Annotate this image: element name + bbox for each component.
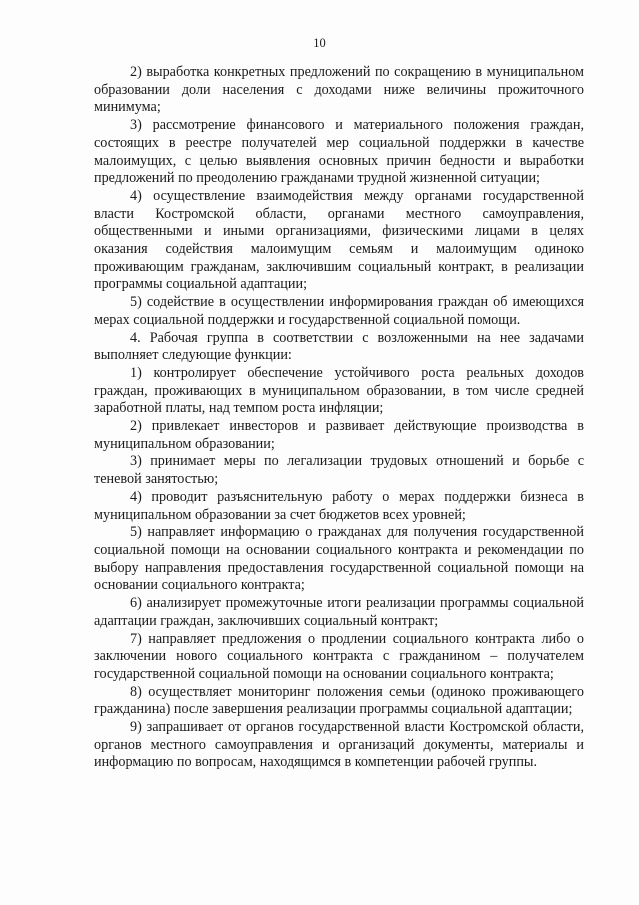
page-number: 10 — [313, 36, 326, 50]
paragraph-function-5: 5) направляет информацию о гражданах для получения государственной социальной помощи на основании социального контракта и рекомендации по выбору направления предоставления государственной социальной помощи на основании социального контракта; — [94, 524, 584, 594]
paragraph-section-4-intro: 4. Рабочая группа в соответствии с возложенными на нее задачами выполняет следующие функции: — [94, 329, 584, 364]
paragraph-function-1: 1) контролирует обеспечение устойчивого роста реальных доходов граждан, проживающих в муниципальном образовании, в том числе средней заработной платы, над темпом роста инфляции; — [94, 364, 584, 417]
paragraph-function-2: 2) привлекает инвесторов и развивает действующие производства в муниципальном образовании; — [94, 418, 584, 452]
paragraph-function-9: 9) запрашивает от органов государственной власти Костромской области, органов местного самоуправления и организаций документы, материалы и информацию по вопросам, находящимся в компетенции рабочей группы. — [94, 719, 584, 771]
paragraph-function-6: 6) анализирует промежуточные итоги реализации программы социальной адаптации граждан, заключивших социальный контракт; — [94, 595, 584, 629]
paragraph-function-3: 3) принимает меры по легализации трудовых отношений и борьбе с теневой занятостью; — [94, 453, 584, 488]
paragraph-task-2: 2) выработка конкретных предложений по сокращению в муниципальном образовании доли населения с доходами ниже величины прожиточного минимума; — [94, 64, 584, 116]
paragraph-function-7: 7) направляет предложения о продлении социального контракта либо о заключении нового социального контракта с гражданином – получателем государственной социальной помощи на основании социального контракта; — [94, 630, 584, 682]
paragraph-task-3: 3) рассмотрение финансового и материального положения граждан, состоящих в реестре получателей мер социальной поддержки в качестве малоимущих, с целью выявления основных причин бедности и выработки предложений по преодолению гражданами трудной жизненной ситуации; — [94, 117, 584, 187]
document-body — [94, 64, 584, 772]
paragraph-function-4: 4) проводит разъяснительную работу о мерах поддержки бизнеса в муниципальном образовании за счет бюджетов всех уровней; — [94, 488, 584, 523]
paragraph-task-4: 4) осуществление взаимодействия между органами государственной власти Костромской области, органами местного самоуправления, общественными и иными организациями, физическими лицами в целях оказания содействия малоимущим семьям и малоимущим одиноко проживающим гражданам, заключившим социальный контракт, в реализации программы социальной адаптации; — [94, 187, 584, 293]
paragraph-task-5: 5) содействие в осуществлении информирования граждан об имеющихся мерах социальной поддержки и государственной социальной помощи. — [94, 294, 584, 328]
paragraph-function-8: 8) осуществляет мониторинг положения семьи (одиноко проживающего гражданина) после завершения реализации программы социальной адаптации; — [94, 683, 584, 718]
